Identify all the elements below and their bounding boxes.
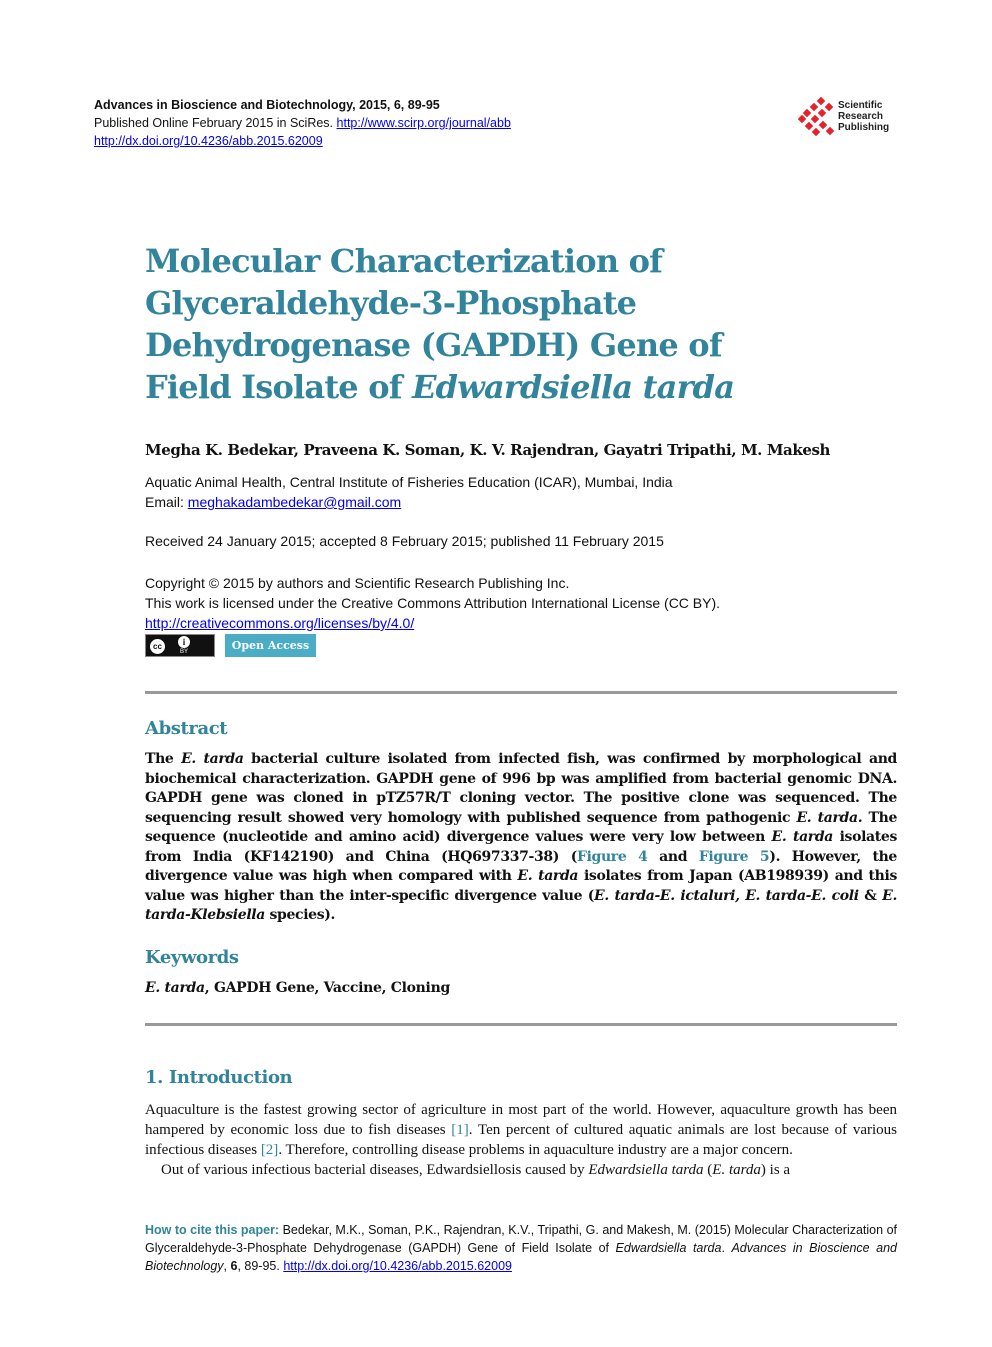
abstract-seg: isolates from Japan (AB198939) and this value was higher than the inter-specific divergence value ( [145,868,897,904]
intro-paragraph-2 [145,1160,897,1180]
author-list: Megha K. Bedekar, Praveena K. Soman, K. V. Rajendran, Gayatri Tripathi, M. Makesh [145,441,831,459]
intro-seg: . Therefore, controlling disease problems in aquaculture industry are a major concern. [278,1142,793,1158]
divider-top [145,691,897,694]
intro-seg: . Ten percent of cultured aquatic animals are lost because of various infectious diseases [145,1122,897,1158]
species-name: E. tarda-Klebsiella [145,887,897,923]
cite-seg: . [721,1241,732,1255]
publication-line [94,114,511,132]
species-name: E. tarda. [796,809,863,826]
by-label: BY [180,649,189,655]
title-line-3: Dehydrogenase (GAPDH) Gene of [145,326,722,364]
abstract-seg: The [145,751,182,767]
abstract-text [145,750,897,926]
abstract-seg: bacterial culture isolated from infected fish, was confirmed by morphological and biochemical characterization. GAPDH gene of 996 bp was amplified from bacterial genomic DNA. GAPDH gene was cloned in pTZ57R/T cloning vector. The positive clone was sequenced. The sequencing result showed very homology with published sequence from pathogenic [145,751,897,826]
cc-icon: cc [149,638,166,655]
publication-dates: Received 24 January 2015; accepted 8 February 2015; published 11 February 2015 [145,533,664,549]
keywords-heading: Keywords [145,947,239,968]
copyright-block [145,573,720,633]
logo-line-3: Publishing [838,122,890,133]
journal-header [94,96,511,150]
logo-text [838,100,889,133]
cite-species: Edwardsiella tarda [615,1241,722,1255]
abstract-seg: ). However, the divergence value was high when compared with [145,848,897,884]
doi-link[interactable]: http://dx.doi.org/10.4236/abb.2015.62009 [94,134,323,148]
open-access-badge: Open Access [225,634,316,657]
keywords-list [145,980,450,996]
logo-line-1: Scientific [838,100,883,111]
email-line [145,492,673,512]
cc-by-badge[interactable] [145,634,215,657]
reference-2-link[interactable]: [2] [260,1142,279,1158]
email-link[interactable]: meghakadambedekar@gmail.com [187,494,402,510]
keyword-species: E. tarda [145,980,205,996]
figure-4-link[interactable]: Figure 4 [576,848,648,865]
affiliation: Aquatic Animal Health, Central Institute of Fisheries Education (ICAR), Mumbai, India [145,474,673,490]
introduction-heading: 1. Introduction [145,1067,293,1088]
abstract-seg: isolates from India (KF142190) and China (HQ697337-38) ( [145,829,897,865]
cite-seg: Bedekar, M.K., Soman, P.K., Rajendran, K.V., Tripathi, G. and Makesh, M. (2015) Molecular Characterization of Glyceraldehyde-3-Phosphate Dehydrogenase (GAPDH) Gene of Field Isolate of [145,1223,897,1255]
cite-volume: 6 [230,1259,238,1273]
abstract-seg: & [858,887,883,904]
reference-1-link[interactable]: [1] [451,1122,469,1138]
journal-link[interactable]: http://www.scirp.org/journal/abb [336,116,511,130]
intro-seg: Aquaculture is the fastest growing sector of agriculture in most part of the world. However, aquaculture growth has been hampered by economic loss due to fish diseases [145,1102,897,1138]
intro-seg: Out of various infectious bacterial diseases, Edwardsiellosis caused by [161,1162,589,1178]
intro-seg: ) is a [760,1162,791,1178]
species-name: E. tarda-E. ictaluri, E. tarda-E. coli [594,887,859,904]
species-name: E. tarda [712,1162,761,1178]
scirp-logo [798,96,908,140]
cite-label: How to cite this paper: [145,1223,280,1237]
cite-seg: , [223,1259,231,1273]
cite-journal: Advances in Bioscience and Biotechnology [145,1241,897,1273]
title-line-4 [145,366,845,408]
introduction-text [145,1100,897,1180]
license-line: This work is licensed under the Creative Commons Attribution International License (CC BY). [145,595,721,611]
intro-seg: ( [703,1162,713,1178]
species-name: Edwardsiella tarda [588,1162,704,1178]
scirp-logo-icon [798,96,838,140]
abstract-seg: species). [264,907,336,923]
divider-bottom [145,1023,897,1026]
published-text: Published Online February 2015 in SciRes. [94,116,334,130]
affiliation-block [145,472,673,512]
abstract-heading: Abstract [145,718,228,739]
attribution-icon: i [178,636,190,648]
email-label: Email: [145,494,188,510]
species-name: E. tarda [771,829,833,845]
figure-5-link[interactable]: Figure 5 [698,848,770,865]
logo-line-2: Research [838,111,884,122]
intro-paragraph-1 [145,1100,897,1160]
title-species: Edwardsiella tarda [412,368,735,406]
species-name: E. tarda [517,868,579,884]
abstract-seg: and [647,848,699,865]
journal-citation: Advances in Bioscience and Biotechnology, 2015, 6, 89-95 [94,98,440,112]
cite-doi-link[interactable]: http://dx.doi.org/10.4236/abb.2015.62009 [283,1259,512,1273]
cite-seg: , 89-95. [237,1259,284,1273]
title-line-4-text: Field Isolate of [145,368,413,406]
species-name: E. tarda [181,751,244,767]
keywords-rest: , GAPDH Gene, Vaccine, Cloning [204,980,450,996]
copyright-line: Copyright © 2015 by authors and Scientific Research Publishing Inc. [145,575,570,591]
title-line-1: Molecular Characterization of [145,242,663,280]
license-link[interactable]: http://creativecommons.org/licenses/by/4.0/ [145,615,415,631]
how-to-cite [145,1221,897,1275]
title-line-2: Glyceraldehyde-3-Phosphate [145,284,637,322]
paper-title [145,240,845,408]
abstract-seg: The sequence (nucleotide and amino acid) divergence values were very low between [145,809,898,845]
